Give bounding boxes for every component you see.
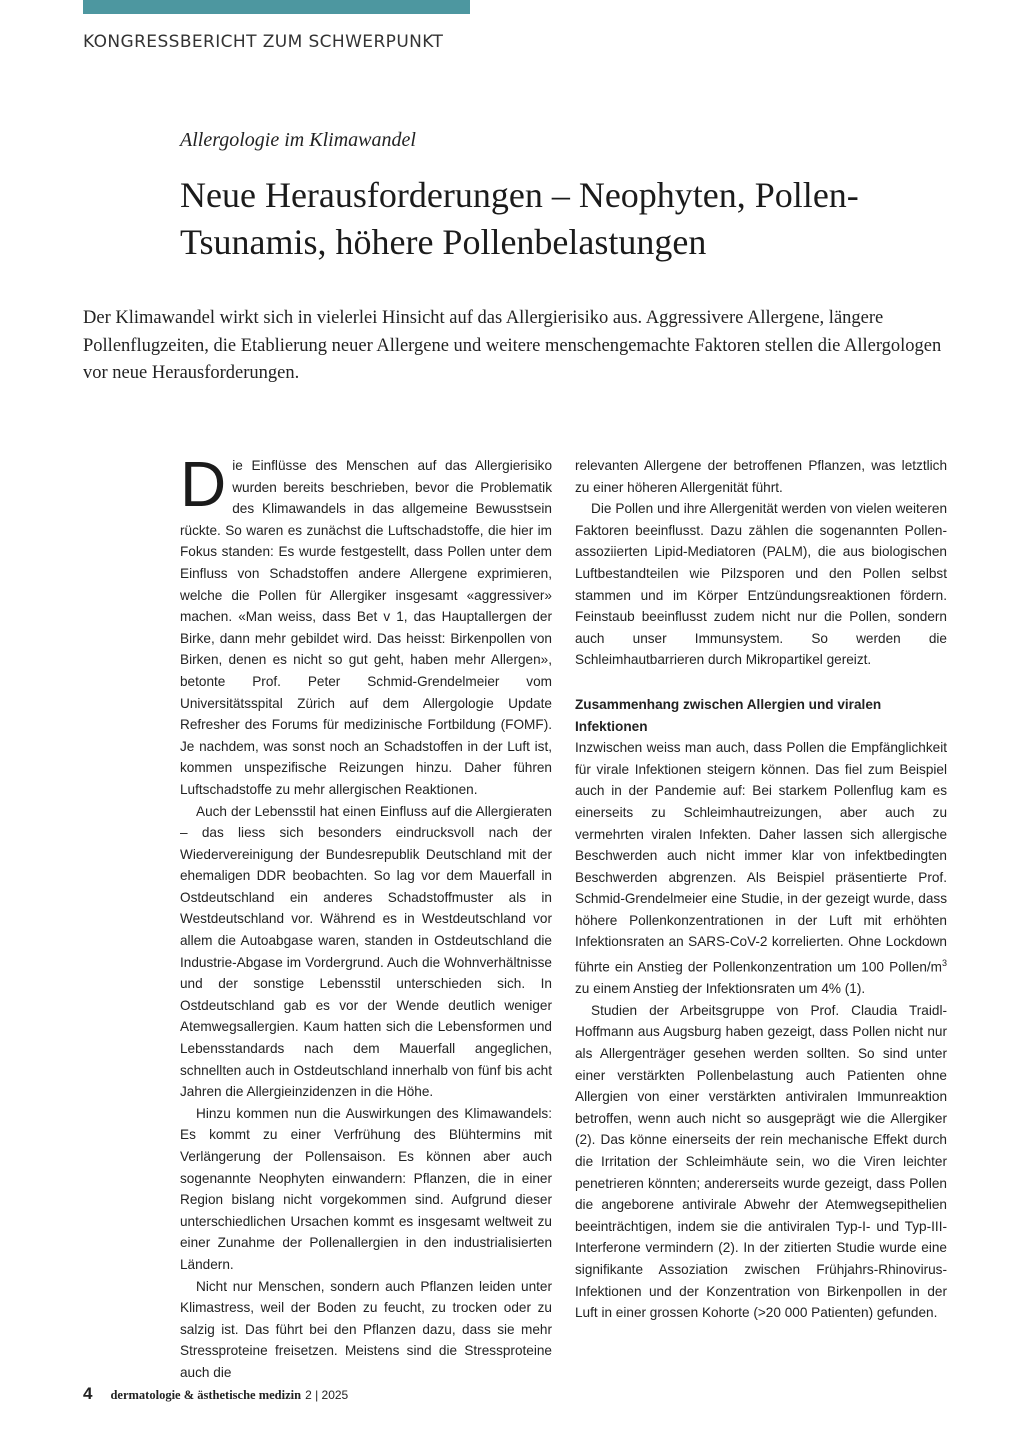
left-paragraph-3: Hinzu kommen nun die Auswirkungen des Klimawandels: Es kommt zu einer Verfrühung des Blühtermins mit Verlängerung der Pollensaison. Es können aber auch sogenannte Neophyten einwandern: Pflanzen, die in einer Region bislang nicht vorgekommen sind. Aufgrund dieser unterschiedlichen Ursachen kommt es insgesamt weltweit zu einer Zunahme der Pollenallergien in den industrialisierten Ländern. (180, 1105, 552, 1272)
left-paragraph-4: Nicht nur Menschen, sondern auch Pflanzen leiden unter Klimastress, weil der Boden zu feucht, zu trocken oder zu salzig ist. Das führt bei den Pflanzen dazu, dass sie mehr Stressproteine freisetzen. Meistens sind die Stressproteine auch die (180, 1278, 552, 1380)
page-footer (83, 1384, 348, 1404)
section-label: KONGRESSBERICHT ZUM SCHWERPUNKT (83, 32, 444, 52)
right-paragraph-3 (575, 737, 947, 1000)
right-paragraph-4: Studien der Arbeitsgruppe von Prof. Claudia Traidl-Hoffmann aus Augsburg haben gezeigt, dass Pollen nicht nur als Allergenträger gesehen werden sollten. So sind unter einer verstärkten Pollenbelastung auch Patienten ohne Allergien von einer verstärkten antiviralen Immunreaktion betroffen, wenn auch nicht so ausgeprägt wie die Allergiker (2). Das könne einerseits der rein mechanische Effekt durch die Irritation der Schleimhäute sein, wo die Viren leichter penetrieren könnten; andererseits wurde gezeigt, dass Pollen die angeborene antivirale Abwehr der Atemwegsepithelien beeinträchtigen, indem sie die antiviralen Typ-I- und Typ-III-Interferone vermindern (2). In der zitierten Studie wurde eine signifikante Assoziation zwischen Frühjahrs-Rhinovirus-Infektionen und der Konzentration von Birkenpollen in der Luft in einer grossen Kohorte (>20 000 Patienten) gefunden. (575, 1002, 947, 1321)
left-column (180, 448, 552, 1384)
drop-cap: D (180, 448, 227, 520)
article-title: Neue Herausforderungen – Neophyten, Pollen-Tsunamis, höhere Pollenbelastungen (180, 175, 859, 262)
left-paragraph-1-text: ie Einflüsse des Menschen auf das Allergierisiko wurden bereits beschrieben, bevor die Problematik des Klimawandels in das allgemeine Bewusstsein rückte. So waren es zunächst die Luftschadstoffe, die hier im Fokus standen: Es wurde festgestellt, dass Pollen unter dem Einfluss von Schadstoffen andere Allergene exprimieren, welche die Pollen für Allergiker insgesamt «aggressiver» machen. «Man weiss, dass Bet v 1, das Hauptallergen der Birke, dann mehr gebildet wird. Das heisst: Birkenpollen von Birken, denen es nicht so gut geht, haben mehr Allergen», betonte Prof. Peter Schmid-Grendelmeier vom Universitätsspital Zürich auf dem Allergologie Update Refresher des Forums für medizinische Fortbildung (FOMF). Je nachdem, was sonst noch an Schadstoffen in der Luft ist, kommen unspezifische Reizungen hinzu. Daher führen Luftschadstoffe zu mehr allergischen Reaktionen. (180, 458, 552, 797)
section-subheading: Zusammenhang zwischen Allergien und viralen Infektionen (575, 696, 882, 734)
right-paragraph-3a: Inzwischen weiss man auch, dass Pollen die Empfänglichkeit für virale Infektionen steigern können. Das fiel zum Beispiel auch in der Pandemie auf: Bei starkem Pollenflug kam es einerseits zu Schleimhautreizungen, aber auch zu vermehrten viralen Infekten. Daher lassen sich allergische Beschwerden auch nicht immer klar von infektbedingten Beschwerden abgrenzen. Als Beispiel präsentierte Prof. Schmid-Grendelmeier eine Studie, in der gezeigt wurde, dass höhere Pollenkonzentrationen in der Luft mit erhöhten Infektionsraten an SARS-CoV-2 korrelierten. Ohne Lockdown führte ein Anstieg der Pollenkonzentration um 100 Pollen/m (575, 740, 947, 975)
superscript-3: 3 (941, 958, 947, 969)
left-paragraph-2: Auch der Lebensstil hat einen Einfluss auf die Allergieraten – das liess sich besonders eindrucksvoll nach der Wiedervereinigung der Bundesrepublik Deutschland mit der ehemaligen DDR beobachten. So lag vor dem Mauerfall in Ostdeutschland ein anderes Schadstoffmuster als in Westdeutschland vor. Während es in Westdeutschland vor allem die Autoabgase waren, standen in Ostdeutschland die Industrie-Abgase im Vordergrund. Auch die Wohnverhältnisse und der sonstige Lebensstil unterschieden sich. In Ostdeutschland gab es vor der Wende deutlich weniger Atemwegsallergien. Kaum hatten sich die Lebensformen und Lebensstandards nach dem Mauerfall angeglichen, schnellten auch in Ostdeutschland innerhalb von fünf bis acht Jahren die Allergieinzidenzen in die Höhe. (180, 803, 552, 1100)
left-paragraph-1 (180, 448, 552, 801)
article-lead: Der Klimawandel wirkt sich in vielerlei Hinsicht auf das Allergierisiko aus. Aggressivere Allergene, längere Pollenflugzeiten, die Etablierung neuer Allergene und weitere menschengemachte Faktoren stellen die Allergologen vor neue Herausforderungen. (83, 308, 942, 383)
page-number: 4 (83, 1384, 93, 1403)
right-column (575, 455, 947, 1324)
right-paragraph-2: Die Pollen und ihre Allergenität werden von vielen weiteren Faktoren beeinflusst. Dazu zählen die sogenannten Pollen-assoziierten Lipid-Mediatoren (PALM), die aus biologischen Luftbestandteilen wie Pilzsporen und den Pollen selbst stammen und im Körper Entzündungsreaktionen fördern. Feinstaub beeinflusst zudem nicht nur die Pollen, sondern auch unser Immunsystem. So werden die Schleimhautbarrieren durch Mikropartikel gereizt. (575, 501, 947, 668)
article-kicker: Allergologie im Klimawandel (180, 129, 416, 151)
issue-number: 2 | 2025 (305, 1388, 349, 1402)
journal-name: dermatologie & ästhetische medizin (110, 1388, 302, 1402)
right-paragraph-3b: zu einem Anstieg der Infektionsraten um 4% (1). (575, 981, 866, 997)
accent-bar (83, 0, 470, 14)
right-paragraph-1: relevanten Allergene der betroffenen Pflanzen, was letztlich zu einer höheren Allergenität führt. (575, 458, 947, 495)
